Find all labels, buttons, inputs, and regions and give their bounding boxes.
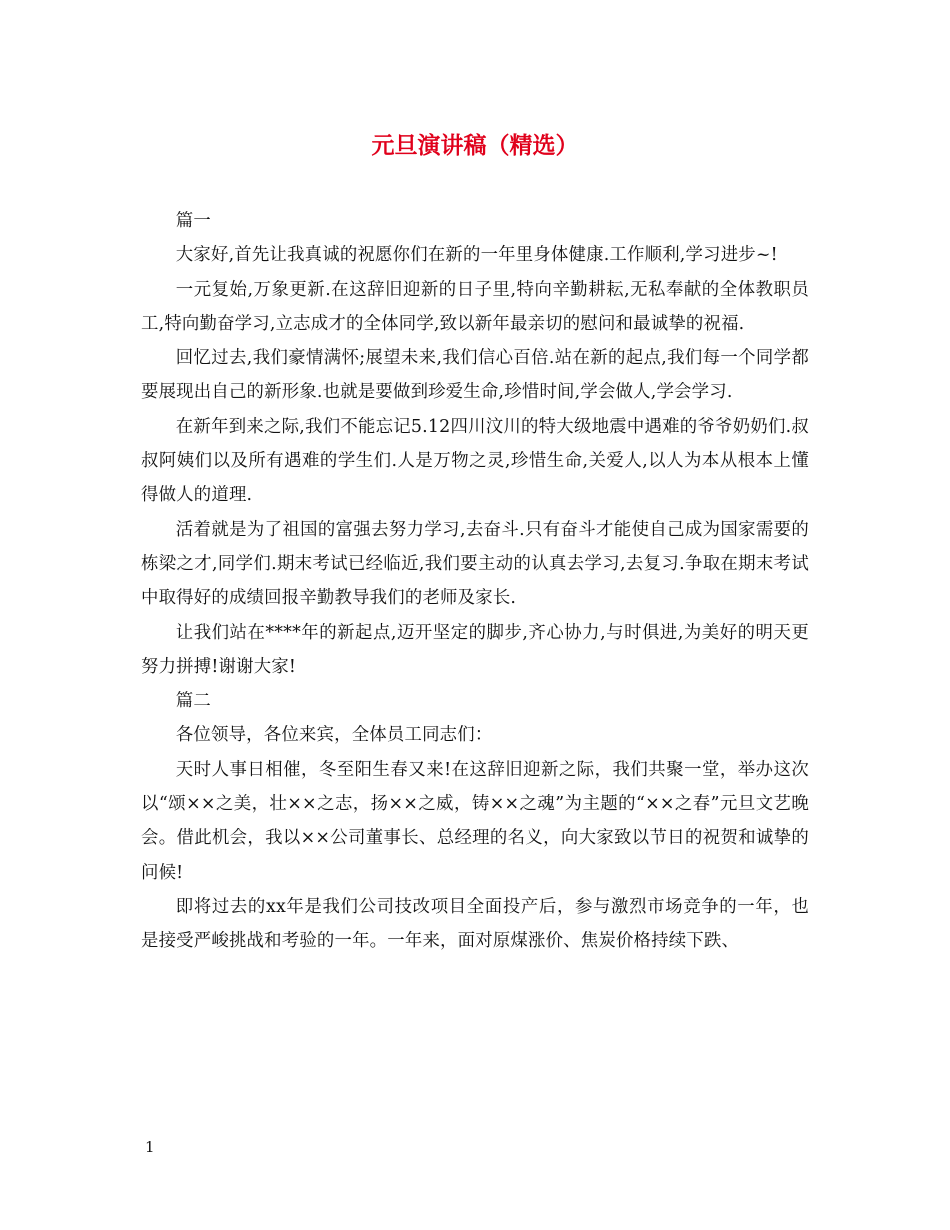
page-number: 1 bbox=[145, 1138, 155, 1156]
section-heading-1: 篇一 bbox=[175, 211, 211, 231]
paragraph: 让我们站在****年的新起点,迈开坚定的脚步,齐心协力,与时俱进,为美好的明天更努力拼搏!谢谢大家! bbox=[141, 622, 809, 677]
paragraph: 即将过去的xx年是我们公司技改项目全面投产后，参与激烈市场竞争的一年，也是接受严峻挑战和考验的一年。一年来，面对原煤涨价、焦炭价格持续下跌、 bbox=[141, 896, 809, 952]
document-title: 元旦演讲稿（精选） bbox=[371, 132, 579, 159]
paragraph: 活着就是为了祖国的富强去努力学习,去奋斗.只有奋斗才能使自己成为国家需要的栋梁之才,同学们.期末考试已经临近,我们要主动的认真去学习,去复习.争取在期末考试中取得好的成绩回报辛勤教导我们的老师及家长. bbox=[141, 519, 809, 609]
paragraph: 回忆过去,我们豪情满怀;展望未来,我们信心百倍.站在新的起点,我们每一个同学都要展现出自己的新形象.也就是要做到珍爱生命,珍惜时间,学会做人,学会学习. bbox=[141, 348, 809, 403]
paragraph: 各位领导，各位来宾，全体员工同志们： bbox=[175, 725, 493, 746]
paragraph: 天时人事日相催，冬至阳生春又来!在这辞旧迎新之际，我们共聚一堂，举办这次以“颂××之美，壮××之志，扬××之威，铸××之魂”为主题的“××之春”元旦文艺晚会。借此机会，我以××公司董事长、总经理的名义，向大家致以节日的祝贺和诚挚的问候! bbox=[141, 759, 809, 883]
paragraph: 在新年到来之际,我们不能忘记5.12四川汶川的特大级地震中遇难的爷爷奶奶们.叔叔阿姨们以及所有遇难的学生们.人是万物之灵,珍惜生命,关爱人,以人为本从根本上懂得做人的道理. bbox=[141, 416, 809, 506]
section-heading-2: 篇二 bbox=[175, 691, 211, 712]
document-body bbox=[141, 204, 809, 959]
paragraph: 一元复始,万象更新.在这辞旧迎新的日子里,特向辛勤耕耘,无私奉献的全体教职员工,特向勤奋学习,立志成才的全体同学,致以新年最亲切的慰问和最诚挚的祝福. bbox=[141, 279, 809, 334]
paragraph: 大家好,首先让我真诚的祝愿你们在新的一年里身体健康.工作顺利,学习进步~! bbox=[175, 245, 778, 266]
